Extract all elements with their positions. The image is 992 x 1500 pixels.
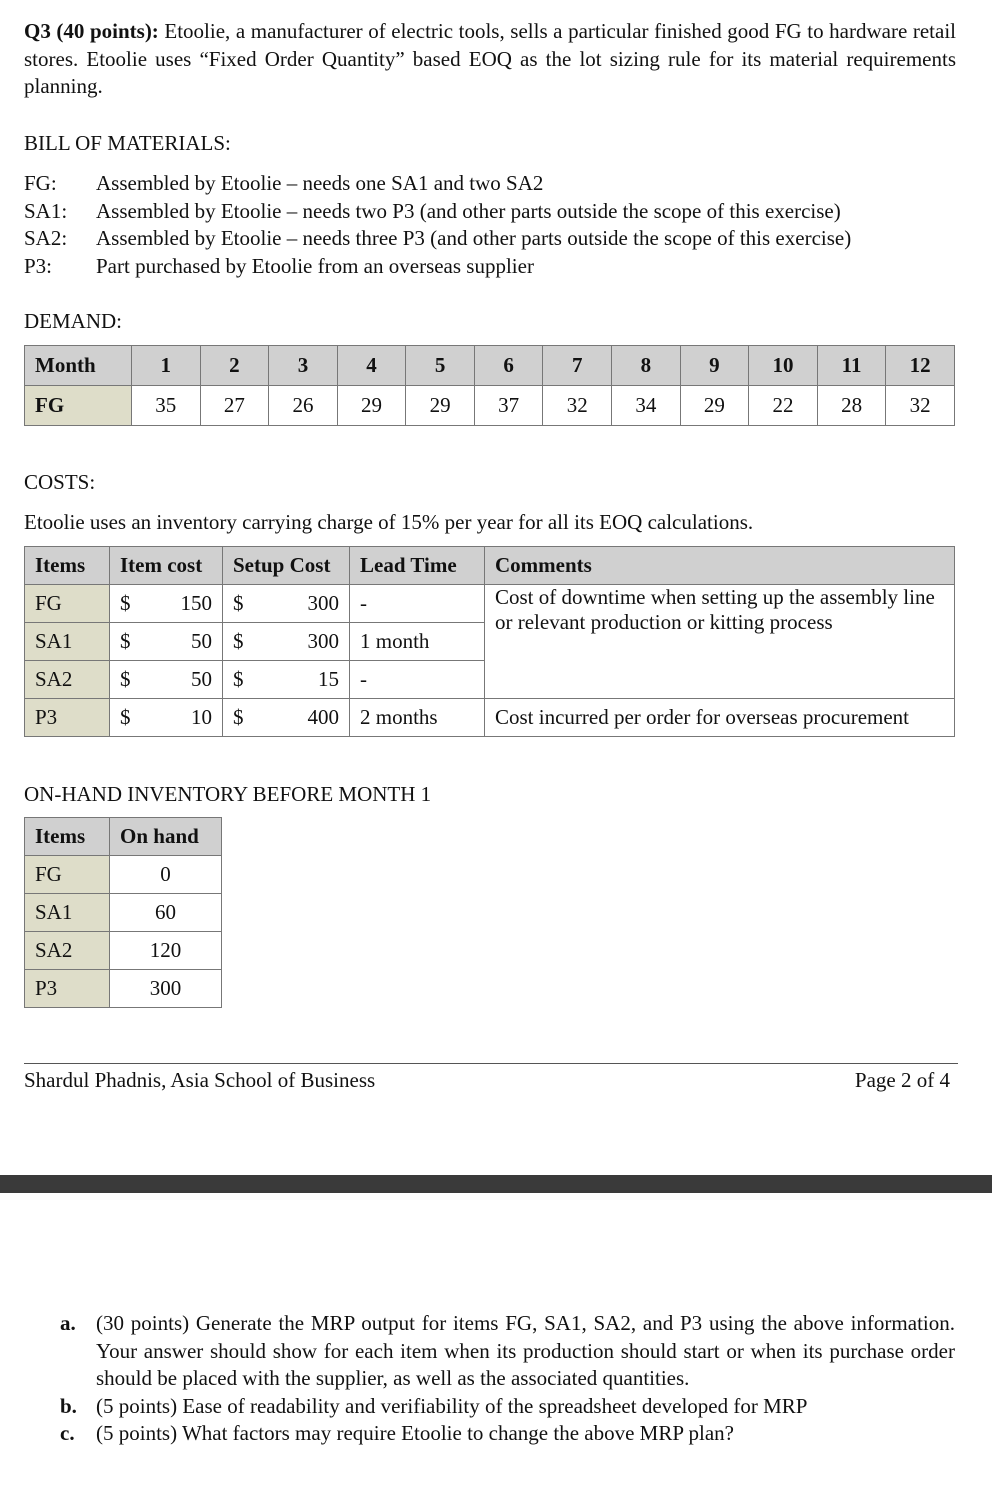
bom-item bbox=[24, 198, 964, 226]
costs-item: SA1 bbox=[25, 623, 110, 661]
month-cell: 2 bbox=[200, 346, 269, 386]
footer-divider bbox=[24, 1063, 958, 1064]
demand-cell: 26 bbox=[269, 386, 338, 426]
demand-cell: 32 bbox=[543, 386, 612, 426]
demand-cell: 29 bbox=[337, 386, 406, 426]
setup-cost-value: 300 bbox=[307, 628, 339, 653]
costs-item-cost bbox=[110, 699, 223, 737]
currency-symbol: $ bbox=[120, 704, 131, 729]
onhand-header-cell: On hand bbox=[110, 818, 222, 856]
question-item bbox=[60, 1393, 955, 1421]
onhand-row bbox=[25, 856, 222, 894]
question-intro-text: Etoolie, a manufacturer of electric tools, sells a particular finished good FG to hardware retail stores. Etoolie uses “Fixed Order Quantity” based EOQ as the lot sizing rule for its material requirements planning. bbox=[24, 19, 956, 98]
onhand-item: FG bbox=[25, 856, 110, 894]
costs-header-cell: Items bbox=[25, 547, 110, 585]
onhand-item: P3 bbox=[25, 970, 110, 1008]
month-cell: 4 bbox=[337, 346, 406, 386]
onhand-header-cell: Items bbox=[25, 818, 110, 856]
costs-title: COSTS: bbox=[24, 470, 96, 494]
costs-header-cell: Comments bbox=[485, 547, 955, 585]
costs-note: Etoolie uses an inventory carrying charge of 15% per year for all its EOQ calculations. bbox=[24, 510, 754, 534]
question-list bbox=[60, 1310, 955, 1448]
onhand-qty: 0 bbox=[110, 856, 222, 894]
onhand-row bbox=[25, 970, 222, 1008]
currency-symbol: $ bbox=[233, 666, 244, 691]
comment-assembly: Cost of downtime when setting up the assembly line or relevant production or kitting process bbox=[485, 585, 955, 699]
demand-cell: 29 bbox=[406, 386, 475, 426]
demand-cell: 27 bbox=[200, 386, 269, 426]
bom-item bbox=[24, 253, 964, 281]
costs-item-cost bbox=[110, 623, 223, 661]
demand-header-row bbox=[25, 346, 955, 386]
demand-cell: 35 bbox=[132, 386, 201, 426]
footer-page-number: Page 2 of 4 bbox=[854, 1068, 950, 1092]
question-label: Q3 (40 points): bbox=[24, 19, 159, 43]
costs-header-cell: Setup Cost bbox=[223, 547, 350, 585]
bom-list bbox=[24, 170, 964, 280]
question-text: (5 points) Ease of readability and verifiability of the spreadsheet developed for MRP bbox=[96, 1393, 808, 1418]
costs-lead-time: 2 months bbox=[350, 699, 485, 737]
bom-item-code: SA1: bbox=[24, 198, 68, 223]
costs-item: P3 bbox=[25, 699, 110, 737]
costs-header-row bbox=[25, 547, 955, 585]
bom-title: BILL OF MATERIALS: bbox=[24, 131, 231, 155]
onhand-table bbox=[24, 817, 222, 1008]
month-cell: 9 bbox=[680, 346, 749, 386]
setup-cost-value: 300 bbox=[307, 590, 339, 615]
bom-item-desc: Assembled by Etoolie – needs three P3 (and other parts outside the scope of this exercise) bbox=[96, 226, 852, 251]
onhand-qty: 300 bbox=[110, 970, 222, 1008]
costs-item: SA2 bbox=[25, 661, 110, 699]
month-cell: 3 bbox=[269, 346, 338, 386]
question-letter: c. bbox=[60, 1421, 75, 1445]
page-break-divider bbox=[0, 1175, 992, 1193]
question-item bbox=[60, 1310, 955, 1393]
month-cell: 1 bbox=[132, 346, 201, 386]
costs-table bbox=[24, 546, 955, 737]
currency-symbol: $ bbox=[233, 628, 244, 653]
currency-symbol: $ bbox=[120, 666, 131, 691]
currency-symbol: $ bbox=[233, 704, 244, 729]
item-cost-value: 50 bbox=[191, 666, 212, 691]
question-letter: b. bbox=[60, 1393, 77, 1418]
onhand-item: SA1 bbox=[25, 894, 110, 932]
costs-setup-cost bbox=[223, 623, 350, 661]
costs-row bbox=[25, 699, 955, 737]
onhand-row bbox=[25, 894, 222, 932]
costs-item-cost bbox=[110, 661, 223, 699]
month-cell: 7 bbox=[543, 346, 612, 386]
question-text: (30 points) Generate the MRP output for items FG, SA1, SA2, and P3 using the above information. Your answer should show for each item when its production should start or when its purchase order should be placed with the supplier, as well as the associated quantities. bbox=[96, 1311, 955, 1390]
month-cell: 6 bbox=[474, 346, 543, 386]
bom-item-code: P3: bbox=[24, 253, 53, 278]
demand-cell: 22 bbox=[749, 386, 818, 426]
onhand-header-row bbox=[25, 818, 222, 856]
setup-cost-value: 15 bbox=[318, 666, 339, 691]
onhand-row bbox=[25, 932, 222, 970]
footer-author: Shardul Phadnis, Asia School of Business bbox=[24, 1068, 376, 1092]
comment-p3: Cost incurred per order for overseas procurement bbox=[485, 699, 955, 737]
demand-cell: 29 bbox=[680, 386, 749, 426]
costs-setup-cost bbox=[223, 585, 350, 623]
bom-item-desc: Assembled by Etoolie – needs one SA1 and two SA2 bbox=[96, 171, 544, 196]
bom-item-code: FG: bbox=[24, 171, 57, 196]
month-cell: 12 bbox=[886, 346, 955, 386]
costs-row bbox=[25, 585, 955, 623]
item-cost-value: 150 bbox=[180, 590, 212, 615]
onhand-item: SA2 bbox=[25, 932, 110, 970]
item-cost-value: 50 bbox=[191, 628, 212, 653]
month-header: Month bbox=[25, 346, 132, 386]
costs-setup-cost bbox=[223, 699, 350, 737]
costs-lead-time: - bbox=[350, 661, 485, 699]
costs-item: FG bbox=[25, 585, 110, 623]
question-text: (5 points) What factors may require Etoolie to change the above MRP plan? bbox=[96, 1421, 734, 1445]
onhand-title: ON-HAND INVENTORY BEFORE MONTH 1 bbox=[24, 782, 432, 806]
bom-item bbox=[24, 225, 964, 253]
demand-title: DEMAND: bbox=[24, 309, 122, 333]
costs-lead-time: - bbox=[350, 585, 485, 623]
month-cell: 5 bbox=[406, 346, 475, 386]
onhand-qty: 120 bbox=[110, 932, 222, 970]
costs-header-cell: Lead Time bbox=[350, 547, 485, 585]
question-intro bbox=[24, 18, 956, 101]
demand-cell: 28 bbox=[817, 386, 886, 426]
currency-symbol: $ bbox=[233, 590, 244, 615]
costs-header-cell: Item cost bbox=[110, 547, 223, 585]
bom-item-code: SA2: bbox=[24, 226, 68, 251]
bom-item-desc: Assembled by Etoolie – needs two P3 (and other parts outside the scope of this exercise) bbox=[96, 198, 841, 223]
demand-fg-row bbox=[25, 386, 955, 426]
costs-item-cost bbox=[110, 585, 223, 623]
currency-symbol: $ bbox=[120, 628, 131, 653]
question-letter: a. bbox=[60, 1311, 76, 1335]
question-item bbox=[60, 1420, 955, 1448]
demand-cell: 37 bbox=[474, 386, 543, 426]
month-cell: 10 bbox=[749, 346, 818, 386]
demand-cell: 34 bbox=[612, 386, 681, 426]
bom-item bbox=[24, 170, 964, 198]
month-cell: 11 bbox=[817, 346, 886, 386]
item-cost-value: 10 bbox=[191, 704, 212, 729]
demand-table bbox=[24, 345, 955, 426]
currency-symbol: $ bbox=[120, 590, 131, 615]
month-cell: 8 bbox=[612, 346, 681, 386]
demand-cell: 32 bbox=[886, 386, 955, 426]
onhand-qty: 60 bbox=[110, 894, 222, 932]
costs-lead-time: 1 month bbox=[350, 623, 485, 661]
costs-setup-cost bbox=[223, 661, 350, 699]
bom-item-desc: Part purchased by Etoolie from an overseas supplier bbox=[96, 253, 534, 278]
setup-cost-value: 400 bbox=[307, 704, 339, 729]
demand-row-label: FG bbox=[25, 386, 132, 426]
